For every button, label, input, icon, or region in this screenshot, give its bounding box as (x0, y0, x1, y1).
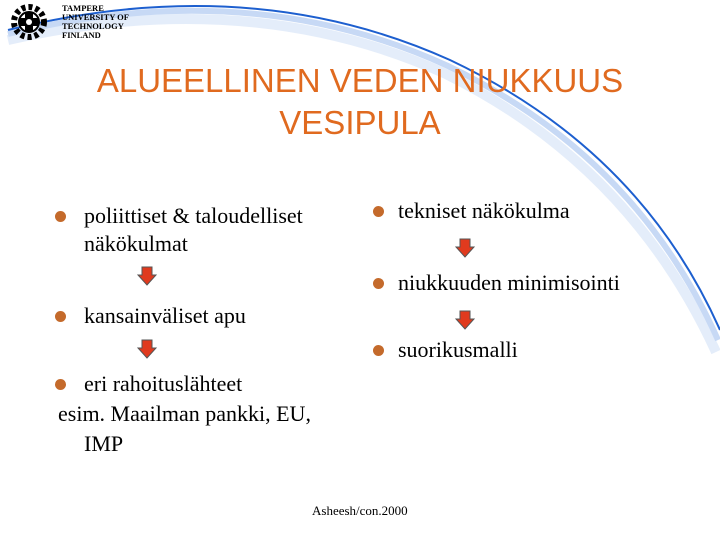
bullet-icon (373, 345, 384, 356)
university-name (62, 4, 129, 40)
university-line-4: FINLAND (62, 30, 101, 40)
bullet-icon (55, 311, 66, 322)
tut-gear-logo-icon (8, 2, 58, 44)
down-arrow-icon (137, 339, 157, 359)
author-credit: Asheesh/con.2000 (312, 503, 408, 518)
university-line-2: UNIVERSITY OF (62, 12, 129, 22)
right-item-2: niukkuuden minimisointi (398, 270, 620, 295)
bullet-icon (373, 278, 384, 289)
bullet-icon (55, 211, 66, 222)
title-line-2: VESIPULA (279, 104, 441, 141)
left-item-3-line-3: IMP (84, 431, 124, 456)
down-arrow-icon (455, 238, 475, 258)
university-line-1: TAMPERE (62, 3, 104, 13)
university-line-3: TECHNOLOGY (62, 21, 124, 31)
slide-title (0, 60, 720, 144)
left-item-3-line-2: esim. Maailman pankki, EU, (58, 401, 311, 426)
bullet-icon (55, 379, 66, 390)
title-line-1: ALUEELLINEN VEDEN NIUKKUUS (96, 62, 624, 99)
left-item-3: eri rahoituslähteet (84, 371, 243, 396)
down-arrow-icon (137, 266, 157, 286)
left-item-2: kansainväliset apu (84, 303, 246, 328)
right-item-1: tekniset näkökulma (398, 198, 570, 223)
bullet-icon (373, 206, 384, 217)
right-item-3: suorikusmalli (398, 337, 518, 362)
left-item-1-line-1: poliittiset & taloudelliset (84, 203, 303, 228)
down-arrow-icon (455, 310, 475, 330)
left-item-1-line-2: näkökulmat (84, 231, 188, 256)
